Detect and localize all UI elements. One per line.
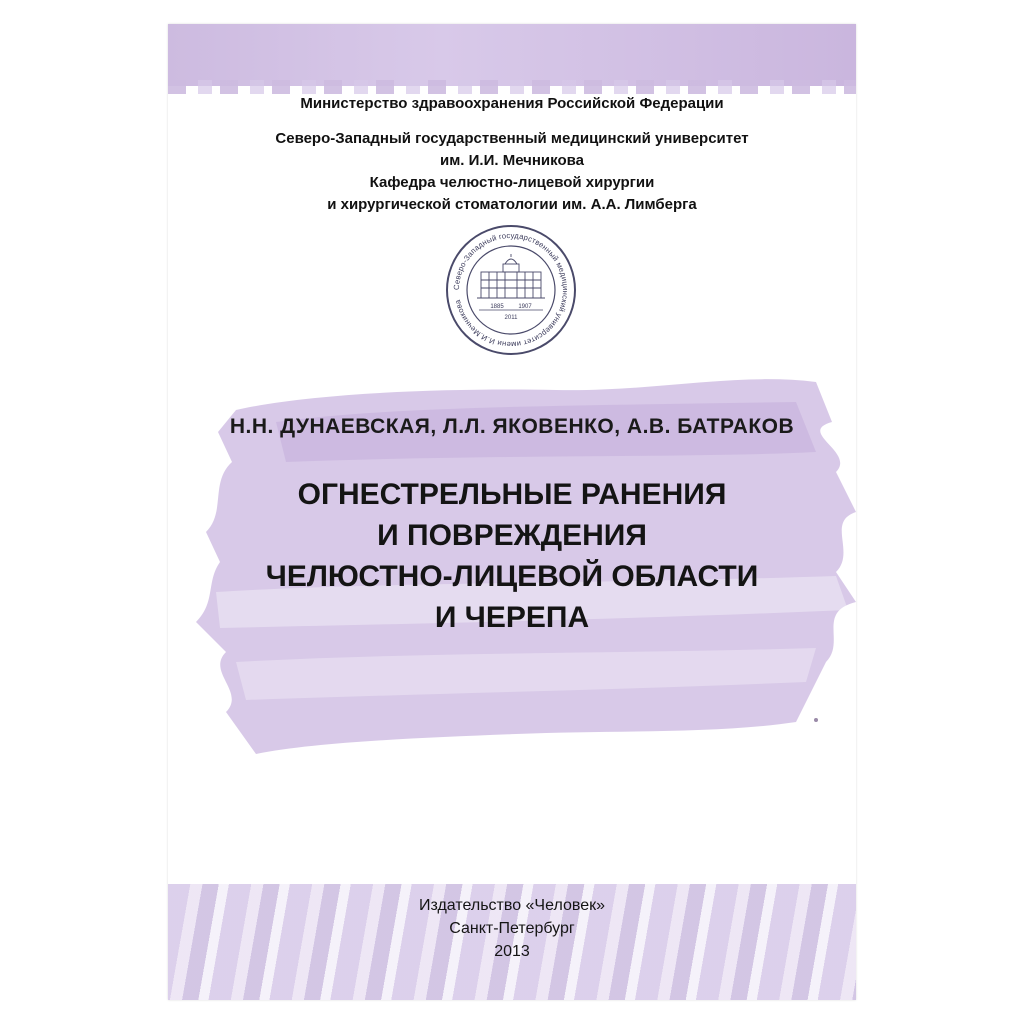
seal-ring-text: Северо-Западный государственный медицинский университет имени И.И.Мечникова (451, 230, 571, 350)
department-line-2: и хирургической стоматологии им. А.А. Лимберга (327, 196, 697, 213)
seal-year-merged: 2011 (504, 315, 518, 321)
publication-year: 2013 (494, 943, 530, 960)
university-block (168, 128, 856, 216)
print-speck (814, 718, 818, 722)
top-band-brush-edge (168, 80, 856, 94)
publisher-city: Санкт-Петербург (449, 920, 575, 937)
book-title (168, 474, 856, 638)
title-line-2: И ПОВРЕЖДЕНИЯ (377, 519, 647, 552)
ministry-name: Министерство здравоохранения Российской Федерации (300, 95, 724, 112)
title-line-3: ЧЕЛЮСТНО-ЛИЦЕВОЙ ОБЛАСТИ (265, 560, 759, 593)
university-seal-emblem (445, 224, 577, 356)
title-line-4: И ЧЕРЕПА (434, 601, 590, 634)
seal-year-second: 1907 (518, 304, 532, 310)
publisher-name: Издательство «Человек» (418, 897, 605, 914)
publisher-block (168, 894, 856, 963)
top-lilac-band (168, 24, 856, 86)
department-line-1: Кафедра челюстно-лицевой хирургии (369, 174, 655, 191)
authors: Н.Н. ДУНАЕВСКАЯ, Л.Л. ЯКОВЕНКО, А.В. БАТРАКОВ (229, 415, 795, 438)
title-line-1: ОГНЕСТРЕЛЬНЫЕ РАНЕНИЯ (297, 478, 727, 511)
university-named-after: им. И.И. Мечникова (439, 152, 584, 169)
seal-year-founded: 1885 (490, 304, 504, 310)
university-name: Северо-Западный государственный медицинский университет (275, 130, 749, 147)
book-cover (168, 24, 856, 1000)
